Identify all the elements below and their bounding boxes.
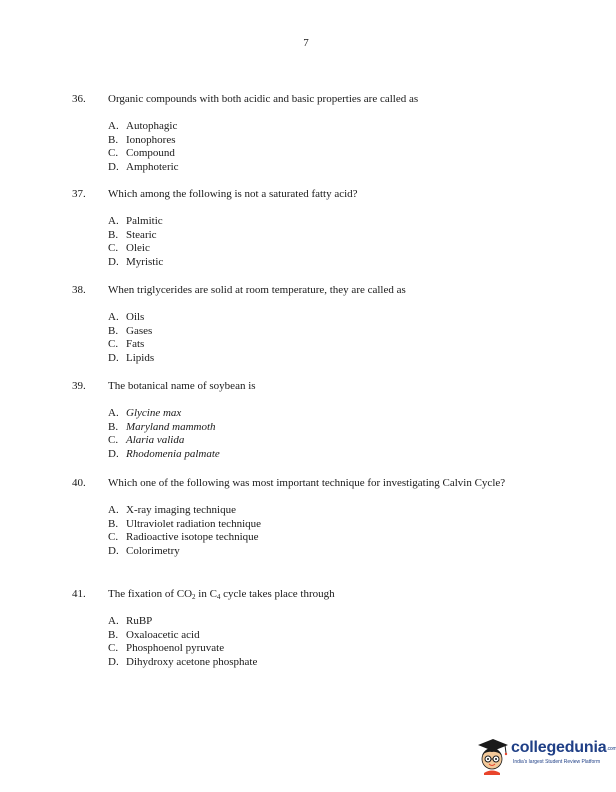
question-number: 39. [72, 380, 86, 392]
option-b: B. Gases [108, 324, 153, 337]
question-text: Which among the following is not a saturated fatty acid? [108, 188, 358, 200]
question-text: The fixation of $CO_2$ in $C_4$ cycle takes place through [108, 588, 335, 601]
question-number: 36. [72, 93, 86, 105]
question-text: Organic compounds with both acidic and basic properties are called as [108, 93, 419, 105]
option-a: A. Autophagic [108, 119, 178, 132]
option-c: C. Alaria valida [108, 434, 185, 447]
question-text: Which one of the following was most important technique for investigating Calvin Cycle? [108, 477, 506, 489]
option-c: C. Compound [108, 147, 175, 160]
options-list [108, 120, 542, 175]
option-d: D. Amphoteric [108, 161, 179, 174]
question-text: When triglycerides are solid at room temperature, they are called as [108, 284, 406, 296]
question-36 [72, 93, 542, 175]
logo-wordmark: collegedunia.com [511, 739, 616, 756]
option-a: A. Oils [108, 310, 145, 323]
option-a: A. X-ray imaging technique [108, 503, 236, 516]
options-list [108, 407, 542, 462]
question-number: 40. [72, 477, 86, 489]
option-d: D. Myristic [108, 256, 164, 269]
option-c: C. Fats [108, 338, 145, 351]
option-d: D. Colorimetry [108, 545, 180, 558]
question-38 [72, 284, 542, 366]
question-39 [72, 380, 542, 462]
option-c: C. Radioactive isotope technique [108, 531, 259, 544]
options-list [108, 311, 542, 366]
options-list [108, 215, 542, 270]
option-b: B. Oxaloacetic acid [108, 628, 200, 641]
question-40 [72, 477, 542, 559]
option-d: D. Rhodomenia palmate [108, 448, 220, 461]
page-number: 7 [303, 37, 309, 49]
collegedunia-logo [474, 735, 616, 779]
question-37 [72, 188, 542, 270]
option-c: C. Oleic [108, 242, 150, 255]
options-list [108, 615, 542, 670]
option-b: B. Ionophores [108, 133, 176, 146]
question-number: 37. [72, 188, 86, 200]
question-41 [72, 588, 542, 670]
option-a: A. Palmitic [108, 214, 163, 227]
logo-tagline: India's largest Student Review Platform [513, 759, 601, 765]
option-b: B. Maryland mammoth [108, 420, 216, 433]
option-c: C. Phosphoenol pyruvate [108, 642, 225, 655]
question-number: 38. [72, 284, 86, 296]
options-list [108, 504, 542, 559]
option-d: D. Dihydroxy acetone phosphate [108, 656, 258, 669]
graduate-mascot-icon [474, 735, 510, 775]
option-b: B. Stearic [108, 228, 157, 241]
option-d: D. Lipids [108, 352, 155, 365]
option-a: A. Glycine max [108, 406, 182, 419]
option-b: B. Ultraviolet radiation technique [108, 517, 262, 530]
question-text: The botanical name of soybean is [108, 380, 256, 392]
question-number: 41. [72, 588, 86, 600]
option-a: A. RuBP [108, 614, 153, 627]
